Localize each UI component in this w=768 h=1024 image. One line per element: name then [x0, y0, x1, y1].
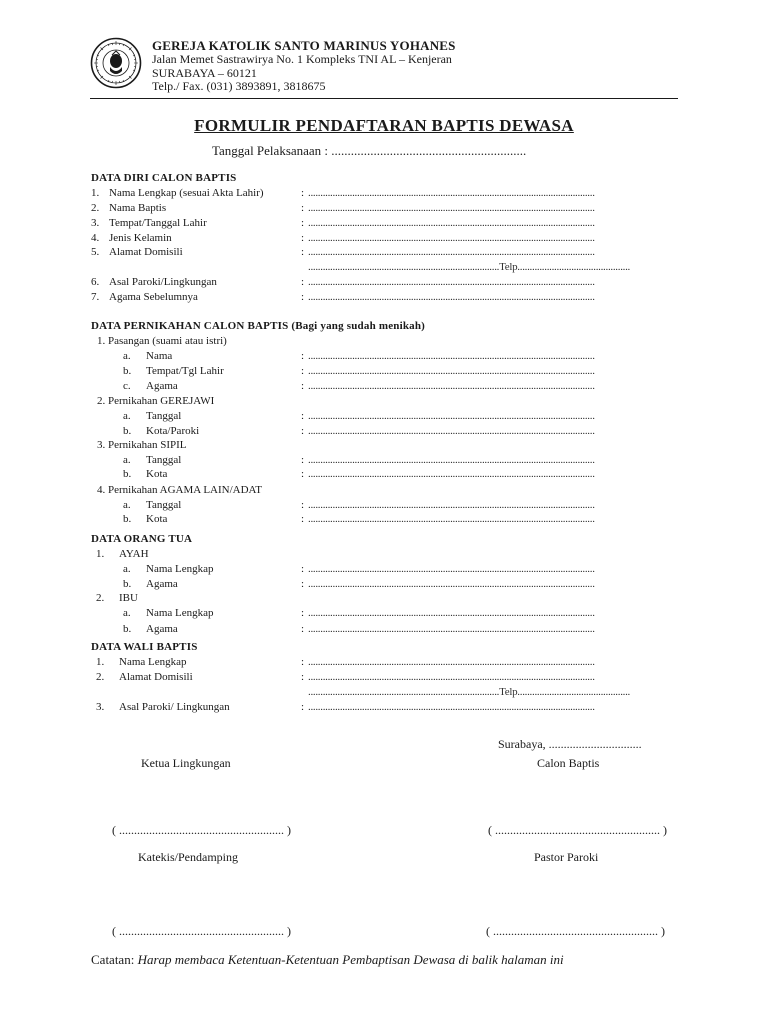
sub-letter: b. — [123, 468, 132, 480]
label-wali-alamat: Alamat Domisili — [119, 671, 193, 683]
label-ibu-agama: Agama — [146, 623, 178, 635]
sub-letter: b. — [123, 578, 132, 590]
place-date-field[interactable]: Surabaya, ............................... — [498, 737, 642, 751]
field-pasangan-nama[interactable]: ..................................................................................................................... — [308, 350, 595, 362]
church-city: SURABAYA – 60121 — [152, 66, 257, 80]
field-adat-tanggal[interactable]: ..................................................................................................................... — [308, 499, 595, 511]
label-adat-tanggal: Tanggal — [146, 499, 182, 511]
colon: : — [301, 671, 305, 683]
signature-line-calon[interactable]: ( ....................................................... ) — [488, 823, 667, 837]
field-ayah-nama[interactable]: ..................................................................................................................... — [308, 563, 595, 575]
colon: : — [301, 607, 305, 619]
colon: : — [301, 578, 305, 590]
field-agama-sebelumnya[interactable]: ..................................................................................................................... — [308, 291, 595, 303]
field-wali-telp[interactable]: ..............................................................................Telp.............................................. — [308, 686, 630, 698]
label-jenis-kelamin: Jenis Kelamin — [109, 232, 172, 244]
label-gerejawi-tanggal: Tanggal — [146, 410, 182, 422]
item-number: 3. — [91, 217, 100, 229]
note-text: Harap membaca Ketentuan-Ketentuan Pembaptisan Dewasa di balik halaman ini — [137, 952, 564, 967]
colon: : — [301, 499, 305, 511]
label-agama-sebelumnya: Agama Sebelumnya — [109, 291, 198, 303]
field-gerejawi-tanggal[interactable]: ..................................................................................................................... — [308, 410, 595, 422]
label-pasangan-ttl: Tempat/Tgl Lahir — [146, 365, 224, 377]
section-title-note: (Bagi yang sudah menikah) — [291, 320, 426, 332]
signature-label-calon: Calon Baptis — [537, 756, 600, 770]
label-gerejawi-kota-paroki: Kota/Paroki — [146, 425, 200, 437]
label-pasangan-nama: Nama — [146, 350, 173, 362]
colon: : — [301, 350, 305, 362]
item-number: 7. — [91, 291, 100, 303]
label-wali-nama: Nama Lengkap — [119, 656, 187, 668]
sub-letter: a. — [123, 410, 131, 422]
item-number: 4. — [91, 232, 100, 244]
field-nama-lengkap[interactable]: ..................................................................................................................... — [308, 187, 595, 199]
section-title-data-diri: DATA DIRI CALON BAPTIS — [91, 172, 237, 184]
field-adat-kota[interactable]: ..................................................................................................................... — [308, 513, 595, 525]
colon: : — [301, 232, 305, 244]
colon: : — [301, 380, 305, 392]
section-title-data-pernikahan — [91, 320, 425, 332]
group-pasangan: 1. Pasangan (suami atau istri) — [97, 335, 227, 347]
church-address: Jalan Memet Sastrawirya No. 1 Kompleks TNI AL – Kenjeran — [152, 52, 452, 66]
field-wali-paroki[interactable]: ..................................................................................................................... — [308, 701, 595, 713]
colon: : — [301, 246, 305, 258]
item-number: 1. — [96, 548, 105, 560]
item-number: 2. — [96, 592, 105, 604]
item-number: 1. — [96, 656, 105, 668]
label-sipil-tanggal: Tanggal — [146, 454, 182, 466]
field-alamat-domisili[interactable]: ..................................................................................................................... — [308, 246, 595, 258]
field-wali-nama[interactable]: ..................................................................................................................... — [308, 656, 595, 668]
tanggal-pelaksanaan-field[interactable]: Tanggal Pelaksanaan : ............................................................ — [212, 143, 527, 158]
field-sipil-kota[interactable]: ..................................................................................................................... — [308, 468, 595, 480]
group-pernikahan-gerejawi: 2. Pernikahan GEREJAWI — [97, 395, 215, 407]
field-ibu-agama[interactable]: ..................................................................................................................... — [308, 623, 595, 635]
sub-letter: c. — [123, 380, 131, 392]
church-phone: Telp./ Fax. (031) 3893891, 3818675 — [152, 79, 326, 93]
label-sipil-kota: Kota — [146, 468, 168, 480]
field-ayah-agama[interactable]: ..................................................................................................................... — [308, 578, 595, 590]
signature-label-katekis: Katekis/Pendamping — [138, 850, 238, 864]
label-asal-paroki: Asal Paroki/Lingkungan — [109, 276, 217, 288]
field-wali-alamat[interactable]: ..................................................................................................................... — [308, 671, 595, 683]
label-ayah-agama: Agama — [146, 578, 178, 590]
label-nama-baptis: Nama Baptis — [109, 202, 167, 214]
colon: : — [301, 410, 305, 422]
label-tempat-tanggal-lahir: Tempat/Tanggal Lahir — [109, 217, 207, 229]
field-jenis-kelamin[interactable]: ..................................................................................................................... — [308, 232, 595, 244]
colon: : — [301, 701, 305, 713]
label-adat-kota: Kota — [146, 513, 168, 525]
colon: : — [301, 291, 305, 303]
sub-letter: a. — [123, 454, 131, 466]
sub-letter: a. — [123, 607, 131, 619]
label-alamat-domisili: Alamat Domisili — [109, 246, 183, 258]
sub-letter: a. — [123, 350, 131, 362]
section-title-text: DATA PERNIKAHAN CALON BAPTIS — [91, 320, 289, 332]
field-pasangan-agama[interactable]: ..................................................................................................................... — [308, 380, 595, 392]
colon: : — [301, 513, 305, 525]
section-title-data-wali: DATA WALI BAPTIS — [91, 641, 198, 653]
item-number: 5. — [91, 246, 100, 258]
colon: : — [301, 454, 305, 466]
label-ibu-nama: Nama Lengkap — [146, 607, 214, 619]
header-divider — [90, 98, 678, 99]
field-nama-baptis[interactable]: ..................................................................................................................... — [308, 202, 595, 214]
form-title: FORMULIR PENDAFTARAN BAPTIS DEWASA — [194, 116, 574, 135]
colon: : — [301, 202, 305, 214]
group-pernikahan-agama-lain: 4. Pernikahan AGAMA LAIN/ADAT — [97, 484, 262, 496]
item-number: 6. — [91, 276, 100, 288]
colon: : — [301, 276, 305, 288]
sub-letter: a. — [123, 499, 131, 511]
note-label: Catatan: — [91, 952, 135, 967]
field-asal-paroki[interactable]: ..................................................................................................................... — [308, 276, 595, 288]
sub-letter: b. — [123, 365, 132, 377]
sub-letter: b. — [123, 513, 132, 525]
signature-label-pastor: Pastor Paroki — [534, 850, 599, 864]
group-ibu: IBU — [119, 592, 138, 604]
signature-line-ketua[interactable]: ( ....................................................... ) — [112, 823, 291, 837]
field-sipil-tanggal[interactable]: ..................................................................................................................... — [308, 454, 595, 466]
label-ayah-nama: Nama Lengkap — [146, 563, 214, 575]
colon: : — [301, 365, 305, 377]
colon: : — [301, 425, 305, 437]
field-pasangan-ttl[interactable]: ..................................................................................................................... — [308, 365, 595, 377]
group-pernikahan-sipil: 3. Pernikahan SIPIL — [97, 439, 187, 451]
colon: : — [301, 468, 305, 480]
signature-line-pastor[interactable]: ( ....................................................... ) — [486, 924, 665, 938]
footer-note — [91, 952, 564, 968]
parish-seal-logo — [90, 37, 142, 89]
label-nama-lengkap: Nama Lengkap (sesuai Akta Lahir) — [109, 187, 264, 199]
colon: : — [301, 623, 305, 635]
field-gerejawi-kota-paroki[interactable]: ..................................................................................................................... — [308, 425, 595, 437]
colon: : — [301, 217, 305, 229]
signature-line-katekis[interactable]: ( ....................................................... ) — [112, 924, 291, 938]
field-tempat-tanggal-lahir[interactable]: ..................................................................................................................... — [308, 217, 595, 229]
item-number: 2. — [91, 202, 100, 214]
colon: : — [301, 656, 305, 668]
group-ayah: AYAH — [119, 548, 149, 560]
sub-letter: b. — [123, 623, 132, 635]
sub-letter: a. — [123, 563, 131, 575]
item-number: 3. — [96, 701, 105, 713]
field-ibu-nama[interactable]: ..................................................................................................................... — [308, 607, 595, 619]
label-wali-paroki: Asal Paroki/ Lingkungan — [119, 701, 230, 713]
sub-letter: b. — [123, 425, 132, 437]
signature-label-ketua: Ketua Lingkungan — [141, 756, 231, 770]
item-number: 2. — [96, 671, 105, 683]
section-title-data-orang-tua: DATA ORANG TUA — [91, 533, 193, 545]
church-name: GEREJA KATOLIK SANTO MARINUS YOHANES — [152, 38, 456, 53]
field-alamat-telp[interactable]: ..............................................................................Telp.............................................. — [308, 261, 630, 273]
colon: : — [301, 563, 305, 575]
label-pasangan-agama: Agama — [146, 380, 178, 392]
colon: : — [301, 187, 305, 199]
item-number: 1. — [91, 187, 100, 199]
